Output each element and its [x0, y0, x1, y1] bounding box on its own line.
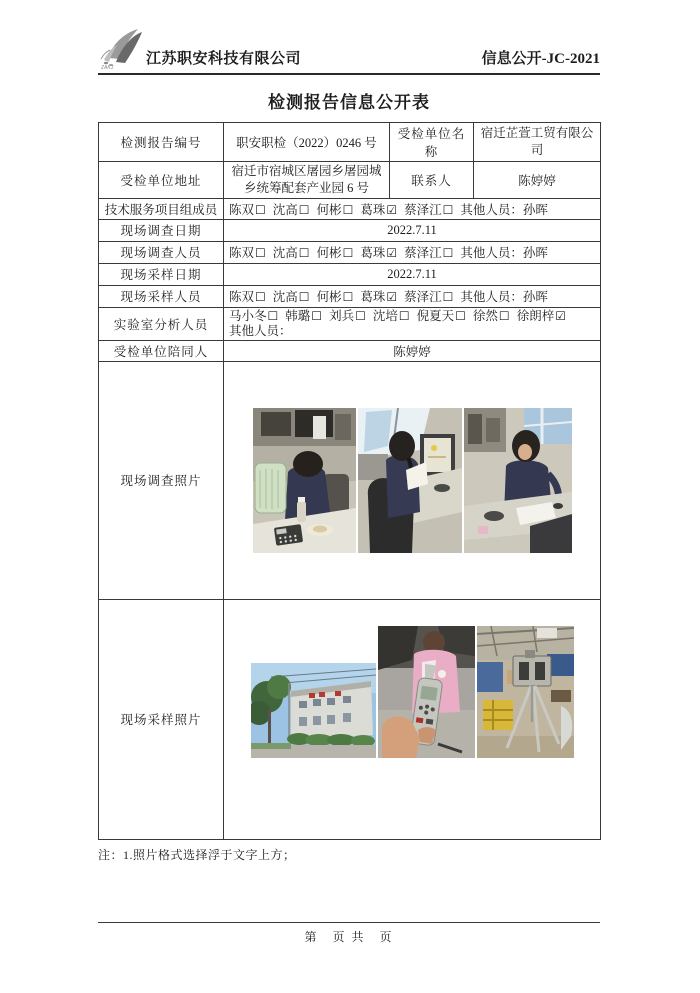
page-title: 检测报告信息公开表: [268, 93, 430, 112]
field-label-contact: 联系人: [390, 162, 474, 199]
checkbox-unchecked-icon: ☐: [342, 290, 354, 305]
checkbox-unchecked-icon: ☐: [298, 202, 310, 217]
field-label-sampling-date: 现场采样日期: [99, 263, 224, 285]
field-label-survey-photos: 现场调查照片: [99, 361, 224, 599]
member-葛珠: 葛珠☑: [360, 290, 398, 305]
other-personnel: 其他人员：孙晖: [460, 246, 548, 261]
office-survey-photo-2: [358, 408, 462, 553]
member-何彬: 何彬☐: [316, 246, 354, 261]
table-row-report-no: [99, 123, 601, 162]
field-label-address: 受检单位地址: [99, 162, 224, 199]
table-row-sampling-photos: [99, 599, 601, 839]
checkbox-unchecked-icon: ☐: [255, 202, 266, 217]
checkbox-unchecked-icon: ☐: [498, 308, 510, 323]
page-number-text: 第 页 共 页: [304, 930, 394, 944]
member-陈双: 陈双☐: [229, 202, 266, 217]
checkbox-unchecked-icon: ☐: [442, 246, 454, 261]
checkbox-unchecked-icon: ☐: [455, 308, 466, 323]
checkbox-unchecked-icon: ☐: [342, 202, 354, 217]
page-footer: [98, 922, 600, 945]
member-刘兵: 刘兵☐: [329, 308, 366, 323]
unit-address-value: 宿迁市宿城区屠园乡屠园城乡统筹配套产业园 6 号: [224, 162, 390, 199]
checkbox-checked-icon: ☑: [555, 308, 566, 323]
table-row-tech-team: [99, 198, 601, 219]
checkbox-unchecked-icon: ☐: [398, 308, 410, 323]
field-label-survey-date: 现场调查日期: [99, 219, 224, 241]
member-沈培: 沈培☐: [372, 308, 410, 323]
other-personnel: 其他人员：孙晖: [460, 290, 548, 305]
member-韩璐: 韩璐☐: [285, 308, 323, 323]
checkbox-unchecked-icon: ☐: [255, 246, 266, 261]
table-row-sampling-date: [99, 263, 601, 285]
member-葛珠: 葛珠☑: [360, 246, 398, 261]
field-label-unit-name: 受检单位名称: [390, 123, 474, 162]
member-何彬: 何彬☐: [316, 290, 354, 305]
checkbox-checked-icon: ☑: [386, 246, 398, 261]
footnote: 注：1.照片格式选择浮于文字上方；: [98, 847, 296, 862]
survey-staff-members: [224, 241, 601, 263]
field-label-lab-staff: 实验室分析人员: [99, 307, 224, 340]
tech-team-members: [224, 198, 601, 219]
member-沈高: 沈高☐: [272, 246, 310, 261]
member-蔡泽江: 蔡泽江☐: [404, 246, 454, 261]
page-header: [98, 0, 600, 75]
member-沈高: 沈高☐: [272, 202, 310, 217]
member-徐朗梓: 徐朗梓☑: [516, 308, 566, 323]
footer-divider: [98, 922, 600, 923]
survey-date-value: 2022.7.11: [224, 219, 601, 241]
document-code: 信息公开-JC-2021: [481, 51, 600, 67]
table-row-lab-staff: [99, 307, 601, 340]
checkbox-unchecked-icon: ☐: [311, 308, 323, 323]
survey-photo-strip: [229, 408, 595, 553]
table-row-address: [99, 162, 601, 199]
checkbox-unchecked-icon: ☐: [442, 290, 454, 305]
field-label-sampling-staff: 现场采样人员: [99, 285, 224, 307]
checkbox-unchecked-icon: ☐: [442, 202, 454, 217]
field-label-report-no: 检测报告编号: [99, 123, 224, 162]
company-name: 江苏职安科技有限公司: [146, 51, 302, 67]
member-陈双: 陈双☐: [229, 290, 266, 305]
member-沈高: 沈高☐: [272, 290, 310, 305]
other-personnel: 其他人员：: [229, 323, 292, 338]
unit-name-value: 宿迁芷萱工贸有限公司: [474, 123, 601, 162]
office-survey-photo-1: [253, 408, 356, 553]
member-马小冬: 马小冬☐: [229, 308, 279, 323]
table-row-survey-date: [99, 219, 601, 241]
sampling-date-value: 2022.7.11: [224, 263, 601, 285]
member-葛珠: 葛珠☑: [360, 202, 398, 217]
sampling-photo-strip: [229, 626, 595, 813]
company-logo-icon: [98, 26, 144, 70]
checkbox-unchecked-icon: ☐: [298, 290, 310, 305]
noise-meter-photo: [378, 626, 475, 758]
table-row-survey-photos: [99, 361, 601, 599]
checkbox-unchecked-icon: ☐: [267, 308, 279, 323]
checkbox-unchecked-icon: ☐: [255, 290, 266, 305]
report-no-value: 职安职检（2022）0246 号: [224, 123, 390, 162]
field-label-escort: 受检单位陪同人: [99, 340, 224, 361]
factory-exterior-photo: [251, 663, 376, 758]
member-倪夏天: 倪夏天☐: [416, 308, 466, 323]
air-sampler-photo: [477, 626, 574, 758]
lab-staff-members: [224, 307, 601, 340]
member-陈双: 陈双☐: [229, 246, 266, 261]
table-row-escort: [99, 340, 601, 361]
office-survey-photo-3: [464, 408, 572, 553]
checkbox-checked-icon: ☑: [386, 202, 398, 217]
member-蔡泽江: 蔡泽江☐: [404, 202, 454, 217]
checkbox-checked-icon: ☑: [386, 290, 398, 305]
checkbox-unchecked-icon: ☐: [355, 308, 366, 323]
escort-value: 陈婷婷: [224, 340, 601, 361]
field-label-survey-staff: 现场调查人员: [99, 241, 224, 263]
member-徐然: 徐然☐: [472, 308, 510, 323]
svg-text:ZAKJ: ZAKJ: [101, 65, 114, 70]
table-row-survey-staff: [99, 241, 601, 263]
table-row-sampling-staff: [99, 285, 601, 307]
member-何彬: 何彬☐: [316, 202, 354, 217]
other-personnel: 其他人员：孙晖: [460, 202, 548, 217]
sampling-staff-members: [224, 285, 601, 307]
disclosure-table: [98, 122, 601, 840]
checkbox-unchecked-icon: ☐: [298, 246, 310, 261]
field-label-sampling-photos: 现场采样照片: [99, 599, 224, 839]
member-蔡泽江: 蔡泽江☐: [404, 290, 454, 305]
field-label-tech-team: 技术服务项目组成员: [99, 198, 224, 219]
contact-value: 陈婷婷: [474, 162, 601, 199]
checkbox-unchecked-icon: ☐: [342, 246, 354, 261]
